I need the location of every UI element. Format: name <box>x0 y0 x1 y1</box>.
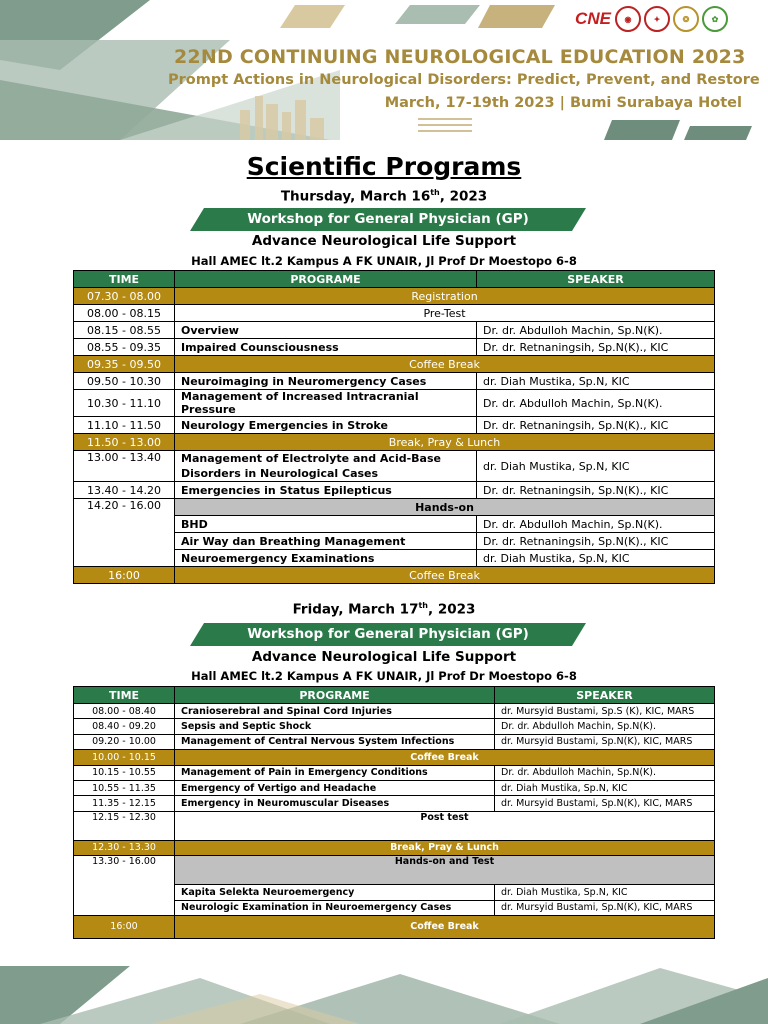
table-row: Neurologic Examination in Neuroemergency Cases dr. Mursyid Bustami, Sp.N(K), KIC, MARS <box>74 900 715 915</box>
table-header-row <box>74 271 715 288</box>
course-title: Advance Neurological Life Support <box>251 649 517 665</box>
table-row: 09.20 - 10.00 Management of Central Nervous System Infections dr. Mursyid Bustami, Sp.N(K), KIC, MARS <box>74 734 715 749</box>
col-header-speaker: SPEAKER <box>495 687 715 704</box>
schedule-table-thursday <box>73 270 715 584</box>
workshop-ribbon <box>190 208 586 231</box>
table-row: 16:00 Coffee Break <box>74 915 715 938</box>
table-row: 14.20 - 16.00 Hands-on <box>74 499 715 516</box>
table-row: 08.40 - 09.20 Sepsis and Septic Shock Dr. dr. Abdulloh Machin, Sp.N(K). <box>74 719 715 734</box>
table-row: 13.00 - 13.40 Management of Electrolyte and Acid-Base Disorders in Neurological Cases dr. Diah Mustika, Sp.N, KIC <box>74 451 715 482</box>
table-row: 10.15 - 10.55 Management of Pain in Emergency Conditions Dr. dr. Abdulloh Machin, Sp.N(K). <box>74 765 715 780</box>
cne-logo: CNE <box>575 9 611 28</box>
table-row: 09.35 - 09.50 Coffee Break <box>74 356 715 373</box>
schedule-table-friday <box>73 686 715 939</box>
table-row: 11.50 - 13.00 Break, Pray & Lunch <box>74 434 715 451</box>
table-row: 08.00 - 08.15 Pre-Test <box>74 305 715 322</box>
workshop-label: Workshop for General Physician (GP) <box>247 211 529 227</box>
partner-logos <box>574 6 728 32</box>
col-header-time: TIME <box>74 271 175 288</box>
table-row: Air Way dan Breathing Management Dr. dr. Retnaningsih, Sp.N(K)., KIC <box>74 533 715 550</box>
table-header-row <box>74 687 715 704</box>
table-row: 13.30 - 16.00 Hands-on and Test <box>74 856 715 885</box>
table-row: 08.15 - 08.55 Overview Dr. dr. Abdulloh Machin, Sp.N(K). <box>74 322 715 339</box>
event-subtitle: Prompt Actions in Neurological Disorders: Predict, Prevent, and Restore <box>168 72 760 88</box>
course-title: Advance Neurological Life Support <box>251 233 517 249</box>
page-title: Scientific Programs <box>246 152 522 181</box>
table-row: 12.15 - 12.30 Post test <box>74 811 715 840</box>
col-header-programe: PROGRAME <box>175 687 495 704</box>
table-row: Kapita Selekta Neuroemergency dr. Diah Mustika, Sp.N, KIC <box>74 885 715 900</box>
header-banner <box>0 0 768 140</box>
table-row: 10.55 - 11.35 Emergency of Vertigo and Headache dr. Diah Mustika, Sp.N, KIC <box>74 780 715 795</box>
workshop-label: Workshop for General Physician (GP) <box>247 626 529 642</box>
table-row: 07.30 - 08.00 Registration <box>74 288 715 305</box>
association-logo-2: ✦ <box>644 6 670 32</box>
workshop-ribbon <box>190 623 586 646</box>
table-row: Neuroemergency Examinations dr. Diah Mustika, Sp.N, KIC <box>74 550 715 567</box>
col-header-time: TIME <box>74 687 175 704</box>
table-row: 11.10 - 11.50 Neurology Emergencies in Stroke Dr. dr. Retnaningsih, Sp.N(K)., KIC <box>74 417 715 434</box>
venue-text: Hall AMEC lt.2 Kampus A FK UNAIR, Jl Prof Dr Moestopo 6-8 <box>191 669 577 683</box>
day-heading: Friday, March 17th, 2023 <box>292 601 476 618</box>
col-header-speaker: SPEAKER <box>477 271 715 288</box>
university-logo: ❂ <box>673 6 699 32</box>
table-row: 10.30 - 11.10 Management of Increased Intracranial Pressure Dr. dr. Abdulloh Machin, Sp.N(K). <box>74 390 715 417</box>
day-heading: Thursday, March 16th, 2023 <box>280 188 488 205</box>
event-title: 22ND CONTINUING NEUROLOGICAL EDUCATION 2023 <box>174 46 746 68</box>
table-row: 08.00 - 08.40 Cranioserebral and Spinal Cord Injuries dr. Mursyid Bustami, Sp.S (K), KIC, MARS <box>74 704 715 719</box>
footer-decoration <box>0 958 768 1024</box>
event-date-venue: March, 17-19th 2023 | Bumi Surabaya Hotel <box>384 95 742 111</box>
table-row: 10.00 - 10.15 Coffee Break <box>74 750 715 765</box>
venue-text: Hall AMEC lt.2 Kampus A FK UNAIR, Jl Prof Dr Moestopo 6-8 <box>191 254 577 268</box>
table-row: 09.50 - 10.30 Neuroimaging in Neuromergency Cases dr. Diah Mustika, Sp.N, KIC <box>74 373 715 390</box>
hospital-logo: ✿ <box>702 6 728 32</box>
table-row: 16:00 Coffee Break <box>74 567 715 584</box>
table-row: 13.40 - 14.20 Emergencies in Status Epilepticus Dr. dr. Retnaningsih, Sp.N(K)., KIC <box>74 482 715 499</box>
association-logo-1: ◉ <box>615 6 641 32</box>
col-header-programe: PROGRAME <box>175 271 477 288</box>
table-row: 11.35 - 12.15 Emergency in Neuromuscular Diseases dr. Mursyid Bustami, Sp.N(K), KIC, MARS <box>74 796 715 811</box>
table-row: 08.55 - 09.35 Impaired Counsciousness Dr. dr. Retnaningsih, Sp.N(K)., KIC <box>74 339 715 356</box>
table-row: BHD Dr. dr. Abdulloh Machin, Sp.N(K). <box>74 516 715 533</box>
table-row: 12.30 - 13.30 Break, Pray & Lunch <box>74 840 715 855</box>
